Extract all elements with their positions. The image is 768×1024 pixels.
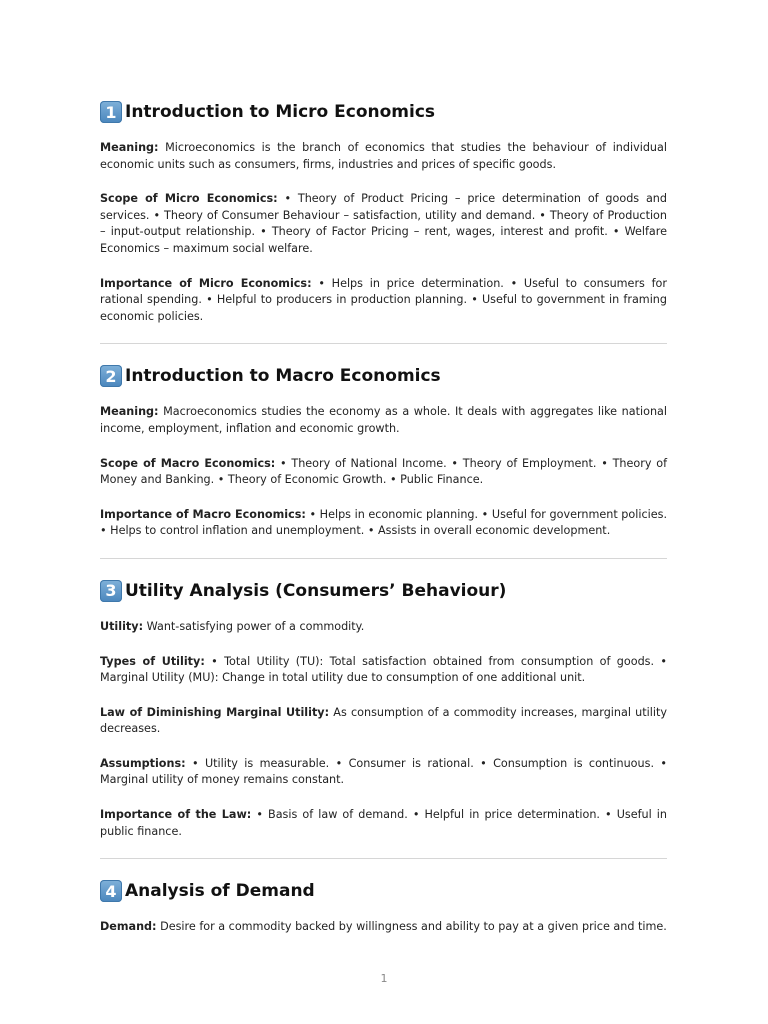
number-3-icon: 3 (100, 580, 122, 602)
paragraph-label: Scope of Macro Economics: (100, 456, 276, 470)
paragraph-label: Meaning: (100, 405, 159, 419)
paragraph-text: • Utility is measurable. • Consumer is rational. • Consumption is continuous. • Marginal utility of money remains constant. (100, 756, 667, 787)
section-heading (100, 98, 667, 126)
section-title: Introduction to Macro Economics (125, 366, 441, 387)
section-heading (100, 877, 667, 905)
paragraph-label: Assumptions: (100, 756, 186, 770)
paragraph-label: Types of Utility: (100, 654, 205, 668)
document-body (100, 98, 667, 954)
paragraph-demand (100, 919, 667, 936)
paragraph-label: Meaning: (100, 141, 159, 154)
paragraph-meaning (100, 140, 667, 173)
paragraph-text: Want-satisfying power of a commodity. (143, 619, 365, 633)
paragraph-utility (100, 619, 667, 636)
paragraph-text: • Theory of National Income. • Theory of Employment. • Theory of Money and Banking. • Theory of Economic Growth. • Public Finance. (100, 456, 668, 487)
section-utility-analysis (100, 577, 667, 859)
paragraph-meaning (100, 404, 667, 437)
section-macro-economics (100, 362, 667, 559)
section-title: Analysis of Demand (125, 881, 315, 902)
paragraph-text: • Theory of Product Pricing – price determination of goods and services. • Theory of Consumer Behaviour – satisfaction, utility and demand. • Theory of Production – input-output relationship. • Theory of Factor Pricing – rent, wages, interest and profit. • Welfare Economics – maximum social welfare. (100, 192, 667, 255)
page-number: 1 (380, 972, 388, 985)
paragraph-text: As consumption of a commodity increases, marginal utility decreases. (100, 705, 667, 736)
paragraph-scope (100, 456, 667, 489)
paragraph-types (100, 654, 667, 687)
paragraph-label: Law of Diminishing Marginal Utility: (100, 705, 330, 719)
paragraph-assumptions (100, 756, 667, 789)
section-analysis-of-demand (100, 877, 667, 936)
number-4-icon: 4 (100, 880, 122, 902)
paragraph-label: Demand: (100, 920, 157, 934)
section-micro-economics (100, 98, 667, 344)
paragraph-label: Utility: (100, 619, 144, 633)
section-heading (100, 577, 667, 605)
paragraph-importance (100, 276, 667, 326)
paragraph-importance (100, 507, 667, 540)
paragraph-label: Importance of Micro Economics: (100, 276, 312, 290)
paragraph-text: • Basis of law of demand. • Helpful in price determination. • Useful in public finance. (100, 808, 667, 838)
paragraph-label: Scope of Micro Economics: (100, 192, 278, 206)
section-divider (100, 558, 667, 559)
paragraph-scope (100, 191, 667, 257)
paragraph-importance (100, 807, 667, 840)
section-title: Utility Analysis (Consumers’ Behaviour) (125, 580, 507, 601)
paragraph-text: Macroeconomics studies the economy as a whole. It deals with aggregates like national income, employment, inflation and economic growth. (100, 405, 667, 435)
paragraph-law (100, 705, 667, 738)
paragraph-text: Microeconomics is the branch of economics that studies the behaviour of individual economic units such as consumers, firms, industries and prices of specific goods. (100, 141, 667, 171)
paragraph-text: • Helps in price determination. • Useful to consumers for rational spending. • Helpful to producers in production planning. • Useful to government in framing economic policies. (100, 276, 667, 323)
section-title: Introduction to Micro Economics (125, 102, 436, 122)
paragraph-label: Importance of the Law: (100, 808, 252, 822)
section-divider (100, 343, 667, 344)
paragraph-text: • Total Utility (TU): Total satisfaction obtained from consumption of goods. • Marginal Utility (MU): Change in total utility due to consumption of one additional unit. (100, 654, 667, 685)
number-2-icon: 2 (100, 365, 122, 387)
paragraph-text: • Helps in economic planning. • Useful for government policies. • Helps to control inflation and unemployment. • Assists in overall economic development. (100, 507, 667, 538)
number-1-icon: 1 (100, 101, 122, 123)
section-divider (100, 858, 667, 859)
paragraph-label: Importance of Macro Economics: (100, 507, 306, 521)
section-heading (100, 362, 667, 390)
paragraph-text: Desire for a commodity backed by willingness and ability to pay at a given price and time. (156, 920, 667, 934)
